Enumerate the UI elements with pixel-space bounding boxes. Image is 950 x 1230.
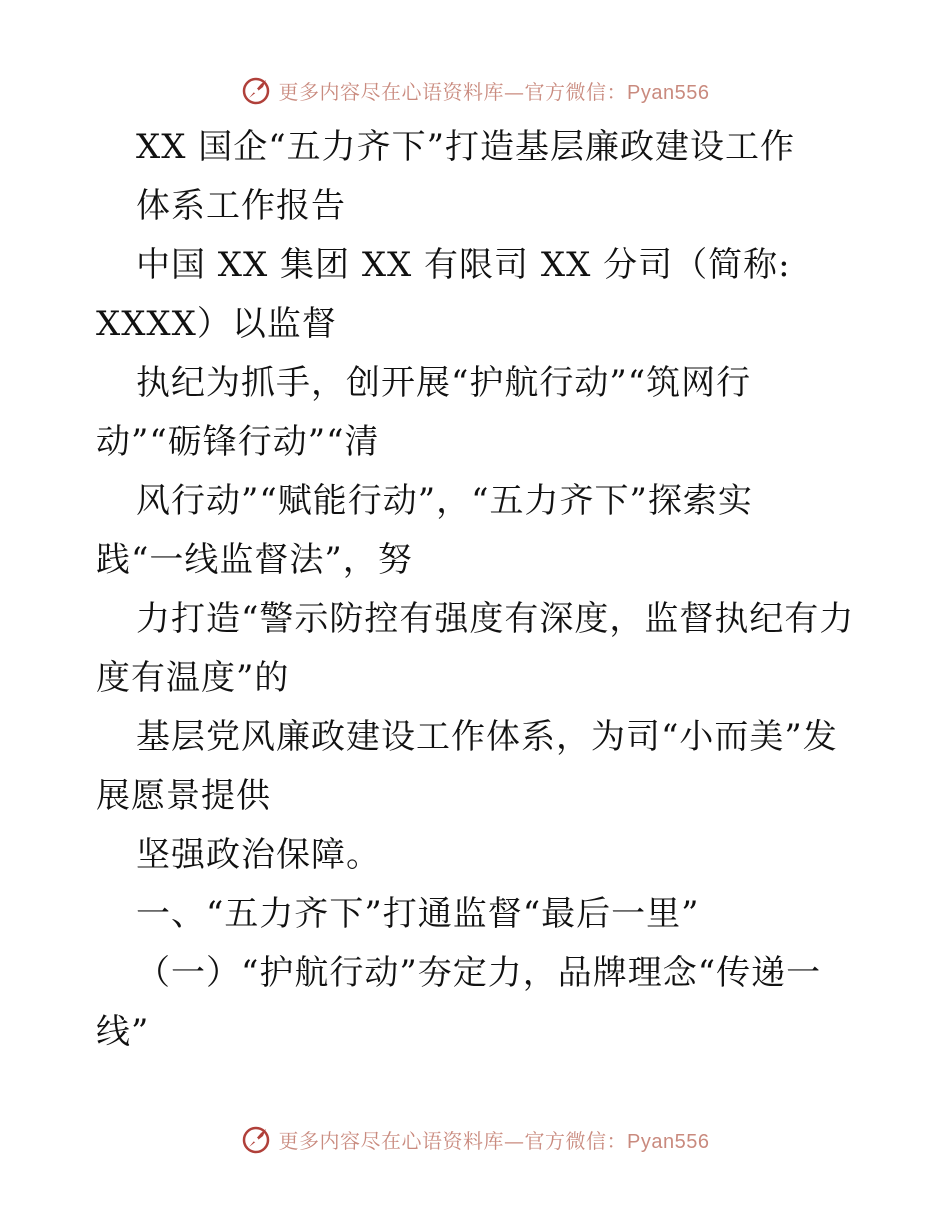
header-watermark	[0, 70, 950, 110]
watermark-text: 更多内容尽在心语资料库—官方微信：	[278, 79, 628, 104]
paragraph-line: 展愿景提供	[96, 776, 271, 816]
watermark-wechat-id: Pyan556	[627, 81, 710, 104]
paragraph-line: 线”	[96, 1012, 150, 1052]
paragraph-line: 一、“五力齐下”打通监督“最后一里”	[136, 894, 700, 934]
document-body	[96, 118, 866, 1062]
paragraph-line: 风行动”“赋能行动”，“五力齐下”探索实	[136, 481, 753, 521]
paragraph-line: 坚强政治保障。	[136, 835, 381, 875]
paragraph-line: 体系工作报告	[136, 186, 346, 226]
watermark-wechat-id: Pyan556	[627, 1130, 710, 1153]
paragraph-line: 力打造“警示防控有强度有深度，监督执纪有力	[136, 599, 855, 639]
footer-watermark	[0, 1119, 950, 1159]
paragraph-line: XXXX）以监督	[96, 304, 337, 344]
watermark-text: 更多内容尽在心语资料库—官方微信：	[278, 1128, 628, 1153]
pen-nib-logo-icon	[241, 1123, 273, 1155]
paragraph-line: 基层党风廉政建设工作体系，为司“小而美”发	[136, 717, 838, 757]
paragraph-line: 践“一线监督法”，努	[96, 540, 413, 580]
pen-nib-logo-icon	[241, 74, 273, 106]
paragraph-line: XX 国企“五力齐下”打造基层廉政建设工作	[136, 127, 795, 167]
paragraph-line: 动”“砺锋行动”“清	[96, 422, 380, 462]
paragraph-line: 度有温度”的	[96, 658, 290, 698]
paragraph-line: （一）“护航行动”夯定力，品牌理念“传递一	[136, 953, 822, 993]
paragraph-line: 执纪为抓手，创开展“护航行动”“筑网行	[136, 363, 752, 403]
paragraph-line: 中国 XX 集团 XX 有限司 XX 分司（简称:	[136, 245, 791, 285]
